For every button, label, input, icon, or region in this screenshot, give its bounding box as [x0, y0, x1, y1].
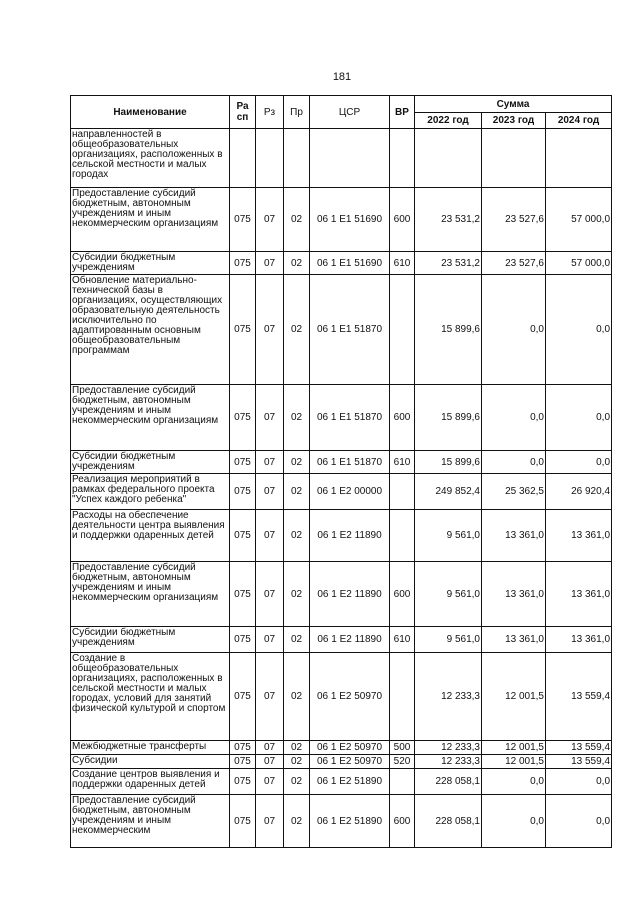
row-vr: 520 — [390, 755, 415, 769]
row-pr: 02 — [284, 510, 310, 562]
row-value-2023: 0,0 — [482, 275, 546, 385]
row-rasp: 075 — [230, 741, 256, 755]
row-value-2024: 13 559,4 — [546, 741, 612, 755]
row-csr — [310, 129, 390, 188]
row-value-2022: 23 531,2 — [415, 252, 482, 275]
row-value-2022: 23 531,2 — [415, 188, 482, 252]
row-value-2024: 13 361,0 — [546, 562, 612, 627]
row-vr: 600 — [390, 562, 415, 627]
row-pr: 02 — [284, 474, 310, 510]
row-value-2024: 57 000,0 — [546, 252, 612, 275]
row-pr: 02 — [284, 741, 310, 755]
row-pr: 02 — [284, 188, 310, 252]
row-value-2022: 228 058,1 — [415, 795, 482, 848]
page-number: 181 — [332, 71, 352, 83]
row-pr: 02 — [284, 451, 310, 474]
row-vr: 500 — [390, 741, 415, 755]
row-rasp: 075 — [230, 795, 256, 848]
row-name: Предоставление субсидий бюджетным, автономным учреждениям и иным некоммерческим организациям — [71, 562, 230, 627]
table-row — [71, 252, 612, 275]
header-name: Наименование — [71, 96, 230, 129]
table-row — [71, 188, 612, 252]
row-rz: 07 — [256, 769, 284, 795]
row-name: Создание центров выявления и поддержки одаренных детей — [71, 769, 230, 795]
row-value-2023: 23 527,6 — [482, 252, 546, 275]
row-rz: 07 — [256, 275, 284, 385]
row-csr: 06 1 E2 50970 — [310, 653, 390, 741]
header-sum: Сумма — [415, 96, 612, 113]
row-value-2024: 13 559,4 — [546, 653, 612, 741]
row-rasp: 075 — [230, 252, 256, 275]
row-rz: 07 — [256, 627, 284, 653]
row-rasp: 075 — [230, 562, 256, 627]
row-pr: 02 — [284, 385, 310, 451]
row-csr: 06 1 E1 51690 — [310, 188, 390, 252]
row-value-2022: 15 899,6 — [415, 275, 482, 385]
row-pr — [284, 129, 310, 188]
row-rz: 07 — [256, 741, 284, 755]
row-pr: 02 — [284, 755, 310, 769]
row-value-2024: 0,0 — [546, 385, 612, 451]
row-rasp: 075 — [230, 474, 256, 510]
row-value-2023: 12 001,5 — [482, 741, 546, 755]
row-csr: 06 1 E2 50970 — [310, 755, 390, 769]
row-name: Предоставление субсидий бюджетным, автономным учреждениям и иным некоммерческим организациям — [71, 188, 230, 252]
header-rasp: Ра сп — [230, 96, 256, 129]
header-2024: 2024 год — [546, 113, 612, 129]
table-row — [71, 510, 612, 562]
row-value-2024: 0,0 — [546, 275, 612, 385]
row-value-2024: 13 361,0 — [546, 627, 612, 653]
row-rasp — [230, 129, 256, 188]
row-value-2023: 0,0 — [482, 451, 546, 474]
table-row — [71, 627, 612, 653]
row-pr: 02 — [284, 562, 310, 627]
row-name: Межбюджетные трансферты — [71, 741, 230, 755]
row-vr: 600 — [390, 795, 415, 848]
row-value-2022: 249 852,4 — [415, 474, 482, 510]
row-rz: 07 — [256, 188, 284, 252]
row-value-2022: 12 233,3 — [415, 741, 482, 755]
row-csr: 06 1 E2 11890 — [310, 627, 390, 653]
row-rz: 07 — [256, 252, 284, 275]
row-rasp: 075 — [230, 627, 256, 653]
row-value-2022: 9 561,0 — [415, 627, 482, 653]
row-vr — [390, 129, 415, 188]
row-value-2022: 15 899,6 — [415, 451, 482, 474]
row-name: Субсидии — [71, 755, 230, 769]
row-value-2024: 0,0 — [546, 795, 612, 848]
row-rasp: 075 — [230, 385, 256, 451]
table-row — [71, 451, 612, 474]
header-pr: Пр — [284, 96, 310, 129]
row-rasp: 075 — [230, 769, 256, 795]
row-csr: 06 1 E2 11890 — [310, 510, 390, 562]
row-name: Субсидии бюджетным учреждениям — [71, 451, 230, 474]
table-row — [71, 474, 612, 510]
row-value-2022: 9 561,0 — [415, 510, 482, 562]
row-value-2023: 13 361,0 — [482, 510, 546, 562]
row-value-2024 — [546, 129, 612, 188]
row-value-2024: 13 559,4 — [546, 755, 612, 769]
row-name: Обновление материально-технической базы в организациях, осуществляющих образовательную деятельность исключительно по адаптированным основным общеобразовательным программам — [71, 275, 230, 385]
row-vr — [390, 275, 415, 385]
row-name: Субсидии бюджетным учреждениям — [71, 252, 230, 275]
row-rz: 07 — [256, 474, 284, 510]
row-vr — [390, 653, 415, 741]
row-rz: 07 — [256, 653, 284, 741]
row-value-2023: 13 361,0 — [482, 562, 546, 627]
row-pr: 02 — [284, 769, 310, 795]
row-value-2023: 12 001,5 — [482, 653, 546, 741]
row-value-2023: 13 361,0 — [482, 627, 546, 653]
row-csr: 06 1 E1 51870 — [310, 385, 390, 451]
row-rz: 07 — [256, 755, 284, 769]
row-value-2024: 0,0 — [546, 769, 612, 795]
row-value-2024: 0,0 — [546, 451, 612, 474]
row-csr: 06 1 E2 51890 — [310, 769, 390, 795]
row-rasp: 075 — [230, 510, 256, 562]
header-rz: Рз — [256, 96, 284, 129]
row-rz — [256, 129, 284, 188]
header-2022: 2022 год — [415, 113, 482, 129]
row-value-2023: 0,0 — [482, 795, 546, 848]
table-row — [71, 769, 612, 795]
table-row — [71, 275, 612, 385]
row-pr: 02 — [284, 653, 310, 741]
row-vr — [390, 474, 415, 510]
row-name: направленностей в общеобразовательных организациях, расположенных в сельской местности и малых городах — [71, 129, 230, 188]
row-rz: 07 — [256, 385, 284, 451]
row-csr: 06 1 E2 51890 — [310, 795, 390, 848]
row-name: Реализация мероприятий в рамках федерального проекта "Успех каждого ребенка" — [71, 474, 230, 510]
row-pr: 02 — [284, 275, 310, 385]
row-value-2024: 57 000,0 — [546, 188, 612, 252]
row-value-2022: 15 899,6 — [415, 385, 482, 451]
row-rz: 07 — [256, 795, 284, 848]
table-row — [71, 795, 612, 848]
row-vr — [390, 769, 415, 795]
row-value-2023: 12 001,5 — [482, 755, 546, 769]
row-vr: 600 — [390, 385, 415, 451]
row-vr: 600 — [390, 188, 415, 252]
row-rasp: 075 — [230, 188, 256, 252]
row-csr: 06 1 E2 50970 — [310, 741, 390, 755]
row-rasp: 075 — [230, 451, 256, 474]
row-name: Субсидии бюджетным учреждениям — [71, 627, 230, 653]
table-row — [71, 562, 612, 627]
row-csr: 06 1 E1 51690 — [310, 252, 390, 275]
row-csr: 06 1 E2 11890 — [310, 562, 390, 627]
row-name: Расходы на обеспечение деятельности центра выявления и поддержки одаренных детей — [71, 510, 230, 562]
table-row — [71, 741, 612, 755]
row-vr — [390, 510, 415, 562]
row-value-2022: 12 233,3 — [415, 653, 482, 741]
row-value-2022: 12 233,3 — [415, 755, 482, 769]
row-rz: 07 — [256, 562, 284, 627]
row-csr: 06 1 E1 51870 — [310, 275, 390, 385]
row-value-2023: 0,0 — [482, 769, 546, 795]
row-value-2023: 23 527,6 — [482, 188, 546, 252]
table-row — [71, 653, 612, 741]
header-csr: ЦСР — [310, 96, 390, 129]
row-pr: 02 — [284, 795, 310, 848]
row-name: Предоставление субсидий бюджетным, автономным учреждениям и иным некоммерческим организациям — [71, 385, 230, 451]
row-csr: 06 1 E2 00000 — [310, 474, 390, 510]
table-body — [71, 129, 612, 848]
header-vr: ВР — [390, 96, 415, 129]
row-value-2023 — [482, 129, 546, 188]
table-row — [71, 755, 612, 769]
row-value-2022: 228 058,1 — [415, 769, 482, 795]
row-name: Предоставление субсидий бюджетным, автономным учреждениям и иным некоммерческим — [71, 795, 230, 848]
row-vr: 610 — [390, 252, 415, 275]
row-vr: 610 — [390, 451, 415, 474]
row-rz: 07 — [256, 451, 284, 474]
row-value-2023: 0,0 — [482, 385, 546, 451]
row-rasp: 075 — [230, 755, 256, 769]
row-pr: 02 — [284, 627, 310, 653]
budget-table — [70, 95, 612, 848]
row-value-2023: 25 362,5 — [482, 474, 546, 510]
row-csr: 06 1 E1 51870 — [310, 451, 390, 474]
table-row — [71, 385, 612, 451]
row-pr: 02 — [284, 252, 310, 275]
row-rasp: 075 — [230, 653, 256, 741]
header-2023: 2023 год — [482, 113, 546, 129]
row-value-2022: 9 561,0 — [415, 562, 482, 627]
table-row — [71, 129, 612, 188]
row-rz: 07 — [256, 510, 284, 562]
row-value-2024: 13 361,0 — [546, 510, 612, 562]
row-vr: 610 — [390, 627, 415, 653]
row-rasp: 075 — [230, 275, 256, 385]
row-name: Создание в общеобразовательных организациях, расположенных в сельской местности и малых городах, условий для занятий физической культурой и спортом — [71, 653, 230, 741]
row-value-2022 — [415, 129, 482, 188]
row-value-2024: 26 920,4 — [546, 474, 612, 510]
